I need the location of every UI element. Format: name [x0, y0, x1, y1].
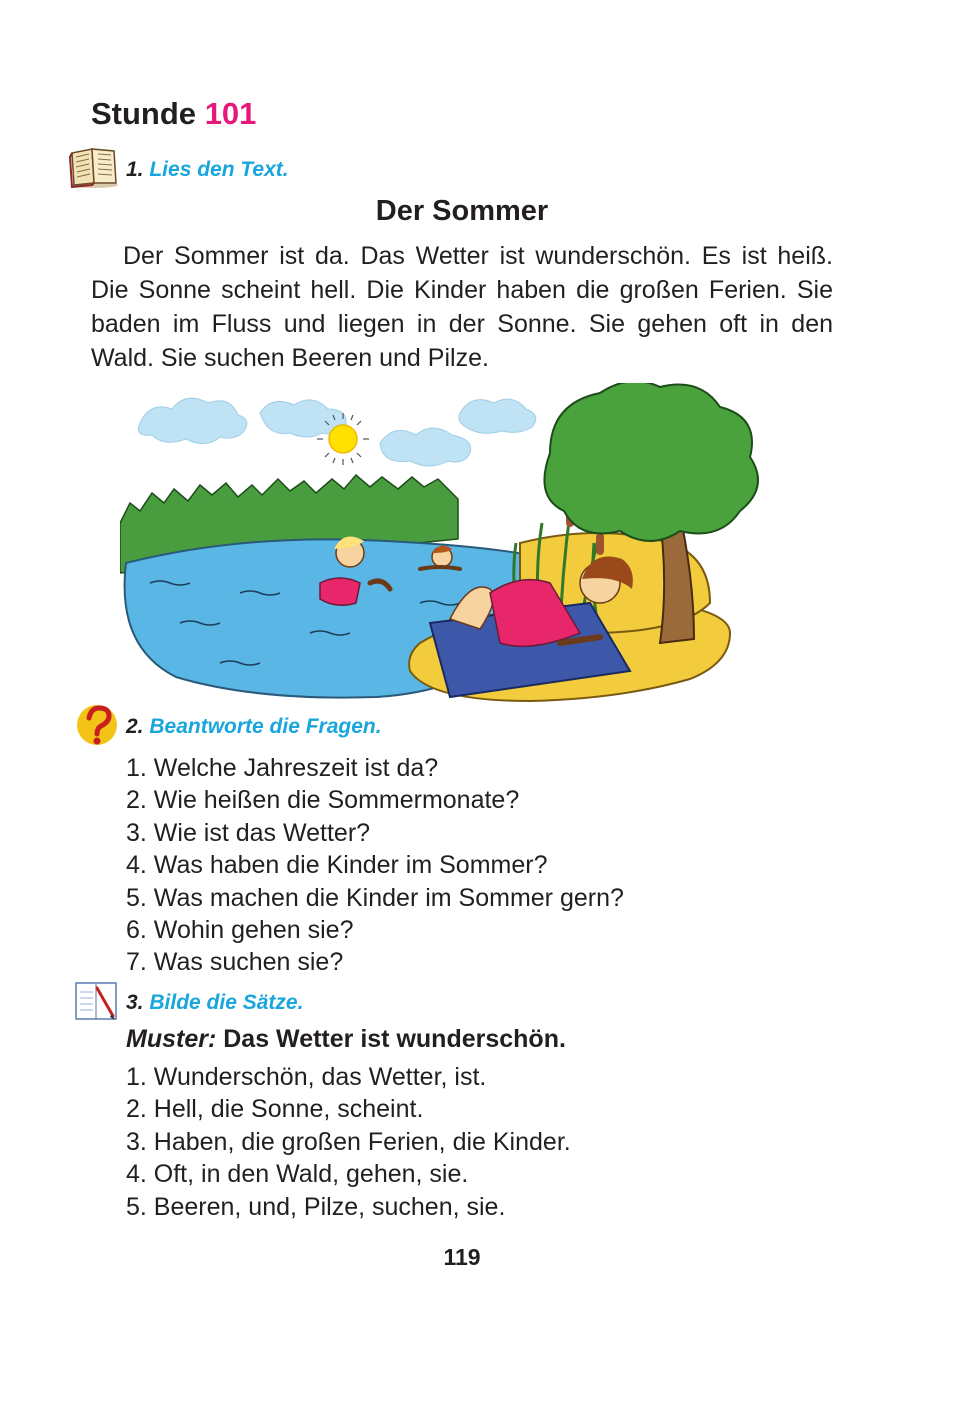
muster-example: [126, 1022, 566, 1056]
list-item: 4. Oft, in den Wald, gehen, sie.: [126, 1160, 469, 1189]
lesson-title: [91, 94, 256, 134]
task3-number: 3.: [126, 991, 144, 1014]
list-item: 5. Beeren, und, Pilze, suchen, sie.: [126, 1192, 506, 1221]
list-item: 5. Was machen die Kinder im Sommer gern?: [126, 883, 624, 912]
sentence-list: [126, 1061, 571, 1223]
lesson-word: Stunde: [91, 96, 197, 131]
list-item: 6. Wohin gehen sie?: [126, 915, 354, 944]
list-item: 2. Wie heißen die Sommermonate?: [126, 786, 520, 815]
task1-heading: [126, 157, 289, 183]
list-item: 1. Wunderschön, das Wetter, ist.: [126, 1063, 487, 1091]
story-text: Der Sommer ist da. Das Wetter ist wunderschön. Es ist heiß. Die Sonne scheint hell. Die Kinder haben die großen Ferien. Sie baden im Fluss und liegen in der Sonne. Sie gehen oft in den Wald. Sie suchen Beeren und Pilze.: [91, 242, 833, 372]
muster-label: Muster:: [126, 1025, 217, 1053]
muster-text: Das Wetter ist wunderschön.: [223, 1025, 566, 1053]
task1-instruction: Lies den Text.: [149, 158, 289, 181]
list-item: 3. Wie ist das Wetter?: [126, 818, 371, 847]
question-list: [126, 752, 624, 979]
tree-crown: [544, 383, 758, 541]
task2-heading: [126, 714, 382, 740]
task2-instruction: Beantworte die Fragen.: [149, 715, 382, 738]
list-item: 4. Was haben die Kinder im Sommer?: [126, 851, 548, 880]
book-icon: [68, 145, 120, 189]
page-number: 119: [443, 1244, 481, 1270]
list-item: 2. Hell, die Sonne, scheint.: [126, 1095, 424, 1124]
list-item: 3. Haben, die großen Ferien, die Kinder.: [126, 1127, 571, 1156]
task3-instruction: Bilde die Sätze.: [149, 991, 304, 1014]
task3-heading: [126, 990, 303, 1016]
task2-number: 2.: [126, 715, 144, 738]
notebook-pencil-icon: [73, 980, 121, 1024]
lesson-number: 101: [204, 96, 257, 131]
task1-number: 1.: [126, 158, 144, 181]
question-icon: [75, 702, 119, 748]
list-item: 7. Was suchen sie?: [126, 948, 344, 977]
summer-lake-illustration: [120, 383, 810, 705]
story-title: Der Sommer: [375, 195, 549, 227]
list-item: 1. Welche Jahreszeit ist da?: [126, 754, 439, 782]
